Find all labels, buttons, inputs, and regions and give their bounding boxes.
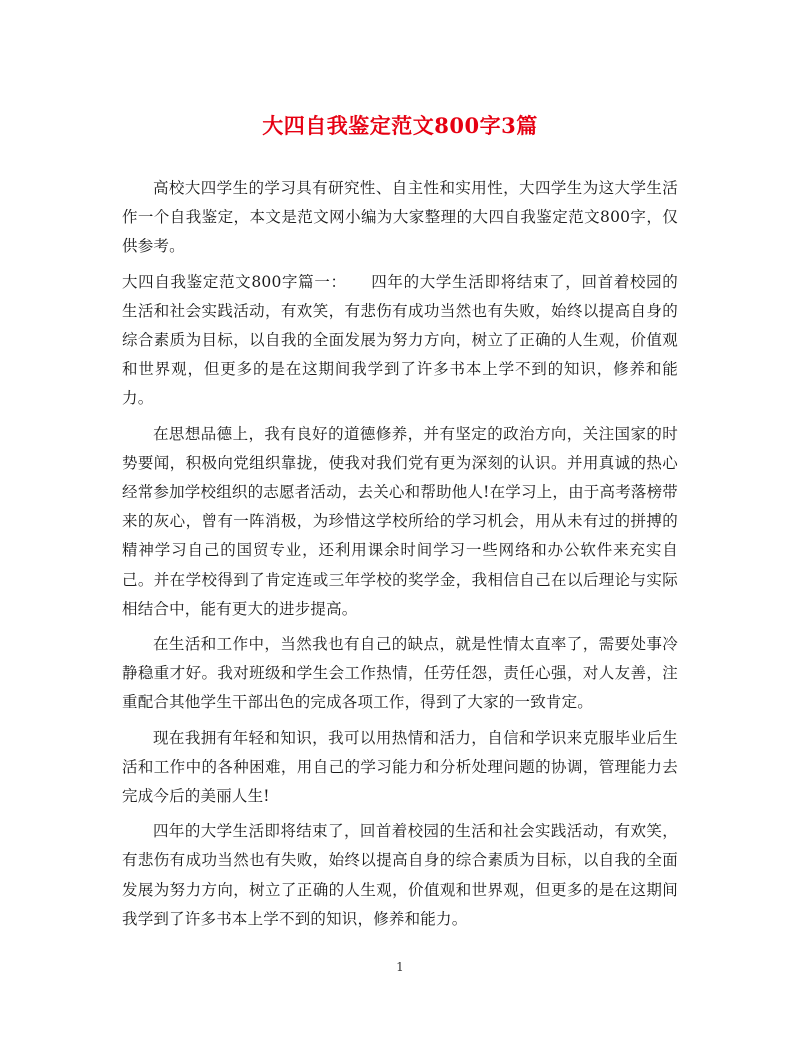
page-number: 1 — [396, 960, 404, 974]
document-title: 大四自我鉴定范文800字3篇 — [262, 113, 538, 138]
paragraph-intro: 高校大四学生的学习具有研究性、自主性和实用性，大四学生为这大学生活作一个自我鉴定，本文是范文网小编为大家整理的大四自我鉴定范文800字，仅供参考。 — [122, 179, 678, 256]
paragraph-summary: 四年的大学生活即将结束了，回首着校园的生活和社会实践活动，有欢笑，有悲伤有成功当然也有失败，始终以提高自身的综合素质为目标，以自我的全面发展为努力方向，树立了正确的人生观，价值观和世界观，但更多的是在这期间我学到了许多书本上学不到的知识，修养和能力。 — [122, 822, 678, 928]
paragraph-life-work: 在生活和工作中，当然我也有自己的缺点，就是性情太直率了，需要处事冷静稳重才好。我对班级和学生会工作热情，任劳任怨，责任心强，对人友善，注重配合其他学生干部出色的完成各项工作，得到了大家的一致肯定。 — [122, 635, 678, 712]
paragraph-future: 现在我拥有年轻和知识，我可以用热情和活力，自信和学识来克服毕业后生活和工作中的各种困难，用自己的学习能力和分析处理问题的协调，管理能力去完成今后的美丽人生! — [122, 728, 678, 806]
paragraph-ideology: 在思想品德上，我有良好的道德修养，并有坚定的政治方向，关注国家的时势要闻，积极向党组织靠拢，使我对我们党有更为深刻的认识。并用真诚的热心经常参加学校组织的志愿者活动，去关心和帮助他人!在学习上，由于高考落榜带来的灰心，曾有一阵消极，为珍惜这学校所给的学习机会，用从未有过的拼搏的精神学习自己的国贸专业，还利用课余时间学习一些网络和办公软件来充实自己。并在学校得到了肯定连或三年学校的奖学金，我相信自己在以后理论与实际相结合中，能有更大的进步提高。 — [122, 424, 678, 618]
document-body — [122, 174, 678, 940]
paragraph-article-one-start: 大四自我鉴定范文800字篇一： 四年的大学生活即将结束了，回首着校园的生活和社会实践活动，有欢笑，有悲伤有成功当然也有失败，始终以提高自身的综合素质为目标，以自我的全面发展为努力方向，树立了正确的人生观，价值观和世界观，但更多的是在这期间我学到了许多书本上学不到的知识，修养和能力。 — [122, 272, 678, 408]
